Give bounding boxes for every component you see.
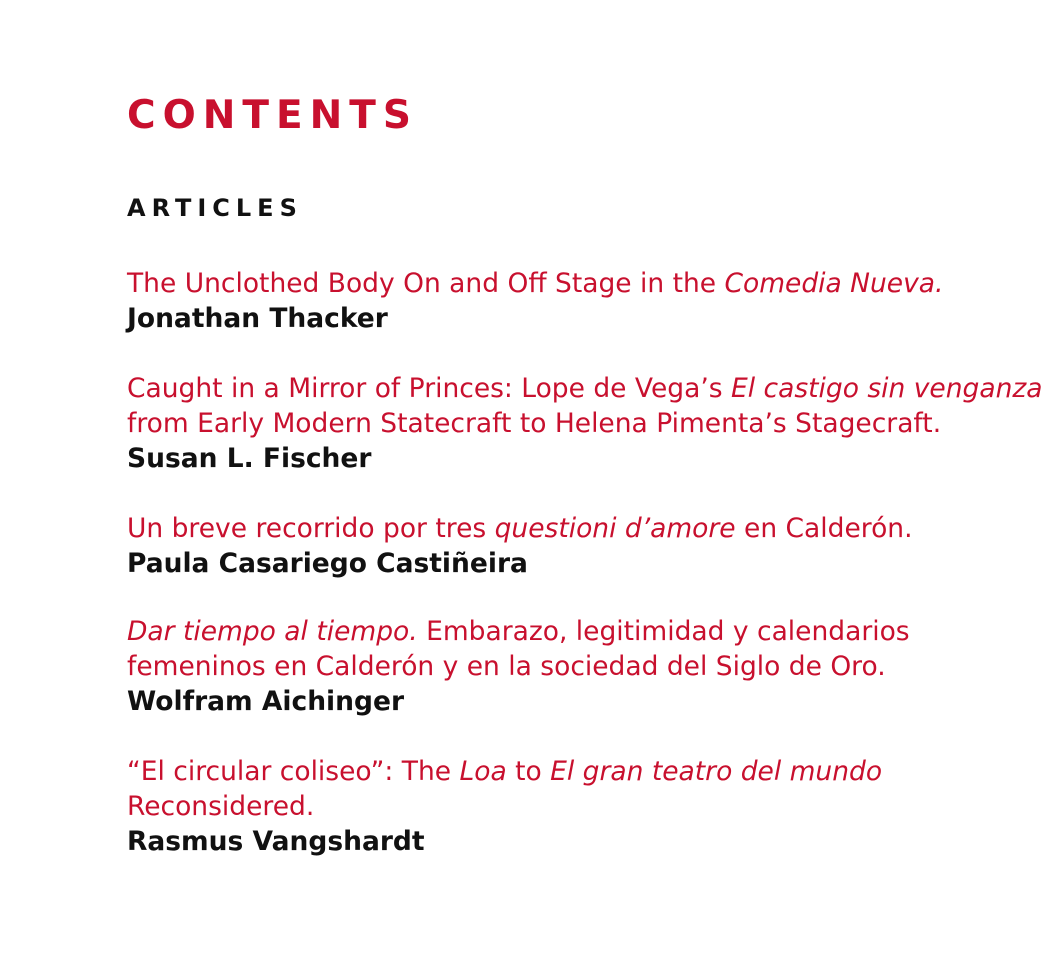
title-segment: Un breve recorrido por tres bbox=[127, 513, 495, 544]
title-italic-segment: Dar tiempo al tiempo. bbox=[127, 616, 418, 647]
article-title[interactable] bbox=[127, 266, 943, 301]
article-author: Rasmus Vangshardt bbox=[127, 826, 425, 857]
title-segment: femeninos en Calderón y en la sociedad del Siglo de Oro. bbox=[127, 651, 886, 682]
article-entry[interactable] bbox=[127, 511, 913, 581]
title-segment: The Unclothed Body On and Off Stage in the bbox=[127, 268, 725, 299]
article-title[interactable] bbox=[127, 614, 910, 684]
title-italic-segment: El gran teatro del mundo bbox=[550, 756, 883, 787]
title-segment: Embarazo, legitimidad y calendarios bbox=[417, 616, 910, 647]
article-author: Jonathan Thacker bbox=[127, 303, 388, 334]
title-segment: to bbox=[506, 756, 551, 787]
article-title[interactable] bbox=[127, 754, 882, 824]
article-entry[interactable] bbox=[127, 754, 882, 859]
title-segment: Reconsidered. bbox=[127, 791, 315, 822]
contents-heading: CONTENTS bbox=[127, 93, 418, 138]
title-segment: “El circular coliseo”: The bbox=[127, 756, 460, 787]
article-entry[interactable] bbox=[127, 266, 943, 336]
title-segment: en Calderón. bbox=[735, 513, 913, 544]
title-segment: from Early Modern Statecraft to Helena Pimenta’s Stagecraft. bbox=[127, 408, 942, 439]
title-italic-segment: Comedia Nueva. bbox=[724, 268, 944, 299]
title-italic-segment: questioni d’amore bbox=[494, 513, 736, 544]
article-entry[interactable] bbox=[127, 614, 910, 719]
contents-page bbox=[127, 0, 1043, 972]
article-author: Wolfram Aichinger bbox=[127, 686, 405, 717]
article-title[interactable] bbox=[127, 511, 913, 546]
article-author: Paula Casariego Castiñeira bbox=[127, 548, 528, 579]
article-title[interactable] bbox=[127, 371, 1043, 441]
articles-section-heading: ARTICLES bbox=[127, 194, 303, 222]
title-segment: Caught in a Mirror of Princes: Lope de Vega’s bbox=[127, 373, 731, 404]
title-italic-segment: Loa bbox=[459, 756, 507, 787]
article-entry[interactable] bbox=[127, 371, 1043, 476]
title-italic-segment: El castigo sin venganza bbox=[730, 373, 1043, 404]
article-author: Susan L. Fischer bbox=[127, 443, 372, 474]
